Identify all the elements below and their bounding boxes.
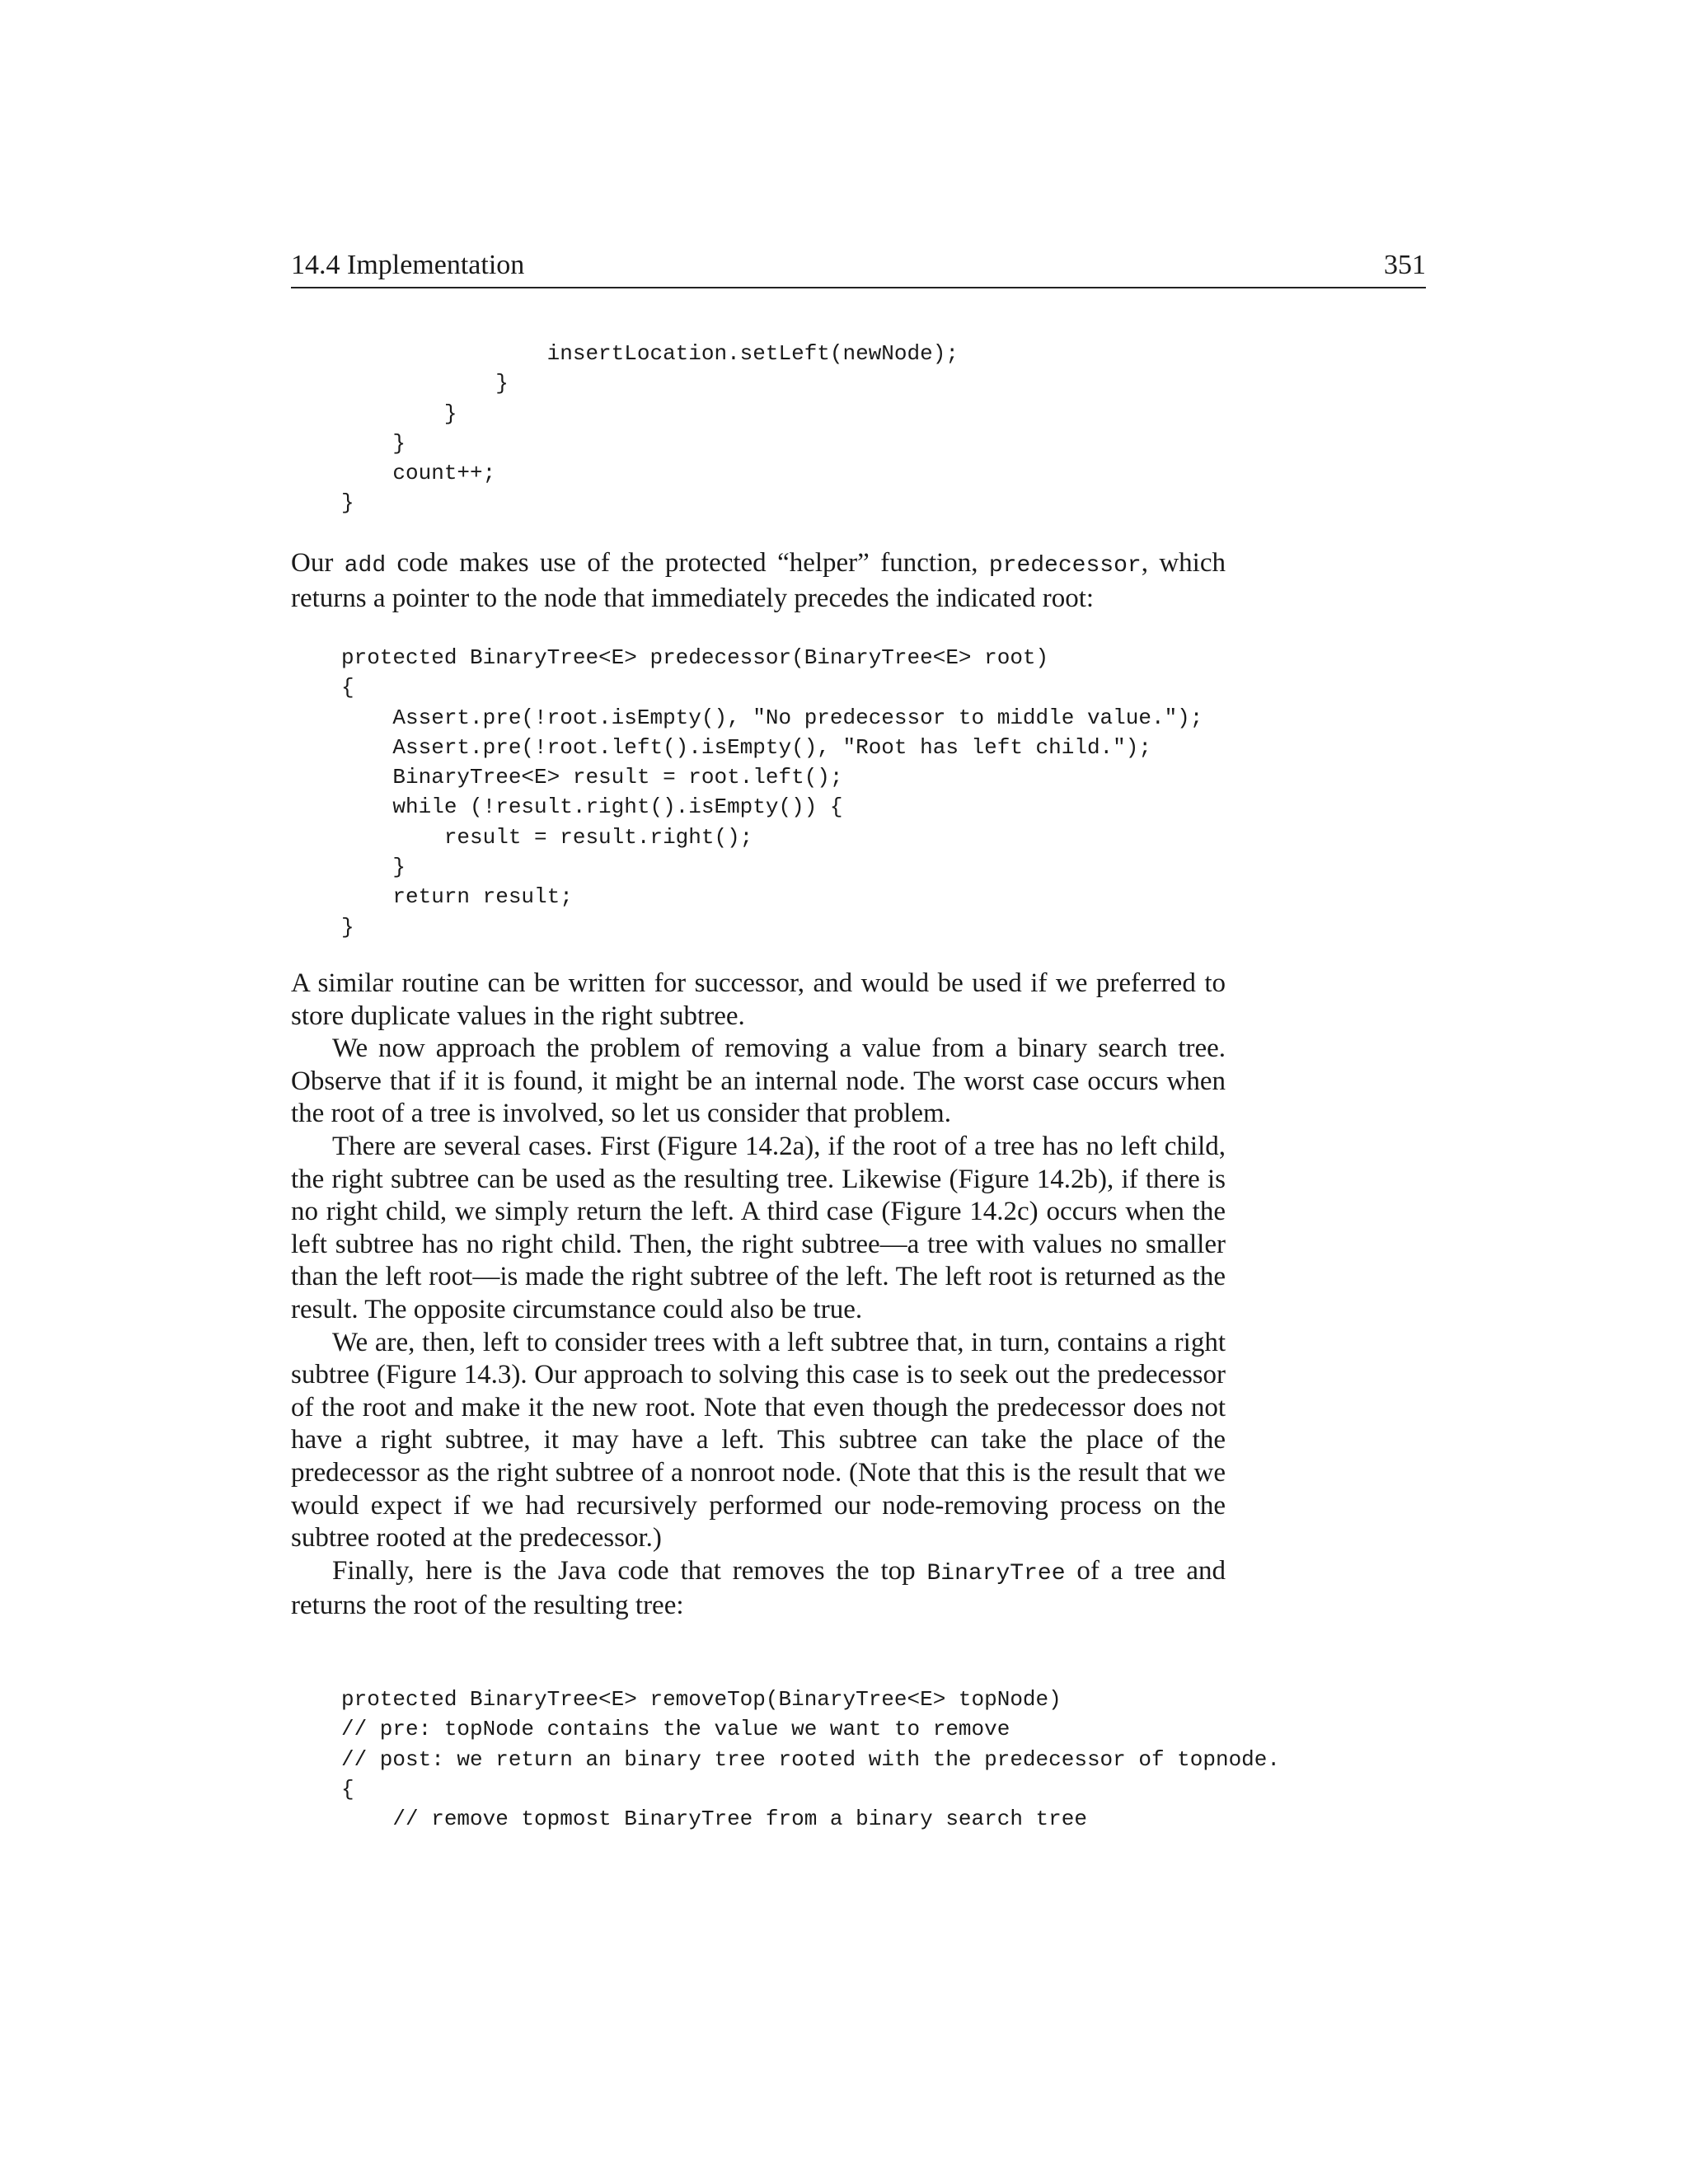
code-block-removetop: protected BinaryTree<E> removeTop(BinaryTree<E> topNode) // pre: topNode contains the value we want to remove // post: we return an binary tree rooted with the predecessor of topnode. { // remove topmost BinaryTree from a binary search tree xyxy=(341,1687,1280,1832)
paragraph-removing: We now approach the problem of removing a value from a binary search tree. Observe that if it is found, it might be an internal node. The worst case occurs when the root of a tree is involved, so let us consider that problem. xyxy=(291,1033,1226,1129)
paragraph-predecessor-intro: Our add code makes use of the protected “helper” function, predecessor, which returns a pointer to the node that immediately precedes the indicated root: xyxy=(291,548,1226,613)
paragraph-cases: There are several cases. First (Figure 14.2a), if the root of a tree has no left child, the right subtree can be used as the resulting tree. Likewise (Figure 14.2b), if there is no right child, we simply return the left. A third case (Figure 14.2c) occurs when the left subtree has no right child. Then, the right subtree—a tree with values no smaller than the left root—is made the right subtree of the left. The left root is returned as the result. The opposite circumstance could also be true. xyxy=(291,1131,1226,1324)
paragraph-java-code-intro: Finally, here is the Java code that removes the top BinaryTree of a tree and returns the root of the resulting tree: xyxy=(291,1555,1226,1621)
section-title: 14.4 Implementation xyxy=(291,250,525,280)
code-block-predecessor: protected BinaryTree<E> predecessor(BinaryTree<E> root) { Assert.pre(!root.isEmpty(), "No predecessor to middle value."); Assert.pre(!root.left().isEmpty(), "Root has left child."); BinaryTree<E> result = root.left(); while (!result.right().isEmpty()) { result = result.right(); } return result; } xyxy=(341,645,1203,940)
code-block-add-end: insertLocation.setLeft(newNode); } } } count++; } xyxy=(341,341,959,516)
paragraph-predecessor-root: We are, then, left to consider trees with a left subtree that, in turn, contains a right subtree (Figure 14.3). Our approach to solving this case is to seek out the predecessor of the root and make it the new root. Note that even though the predecessor does not have a right subtree, it may have a left. This subtree can take the place of the predecessor as the right subtree of a nonroot node. (Note that this is the result that we would expect if we had recursively performed our node-removing process on the subtree rooted at the predecessor.) xyxy=(291,1327,1226,1554)
inline-code-add: add xyxy=(344,553,387,579)
inline-code-predecessor: predecessor xyxy=(988,553,1142,579)
body-text xyxy=(291,968,1226,1623)
running-header xyxy=(291,252,1426,288)
inline-code-binarytree: BinaryTree xyxy=(926,1560,1066,1586)
paragraph-successor: A similar routine can be written for successor, and would be used if we preferred to store duplicate values in the right subtree. xyxy=(291,968,1226,1031)
page-number: 351 xyxy=(1384,250,1426,280)
